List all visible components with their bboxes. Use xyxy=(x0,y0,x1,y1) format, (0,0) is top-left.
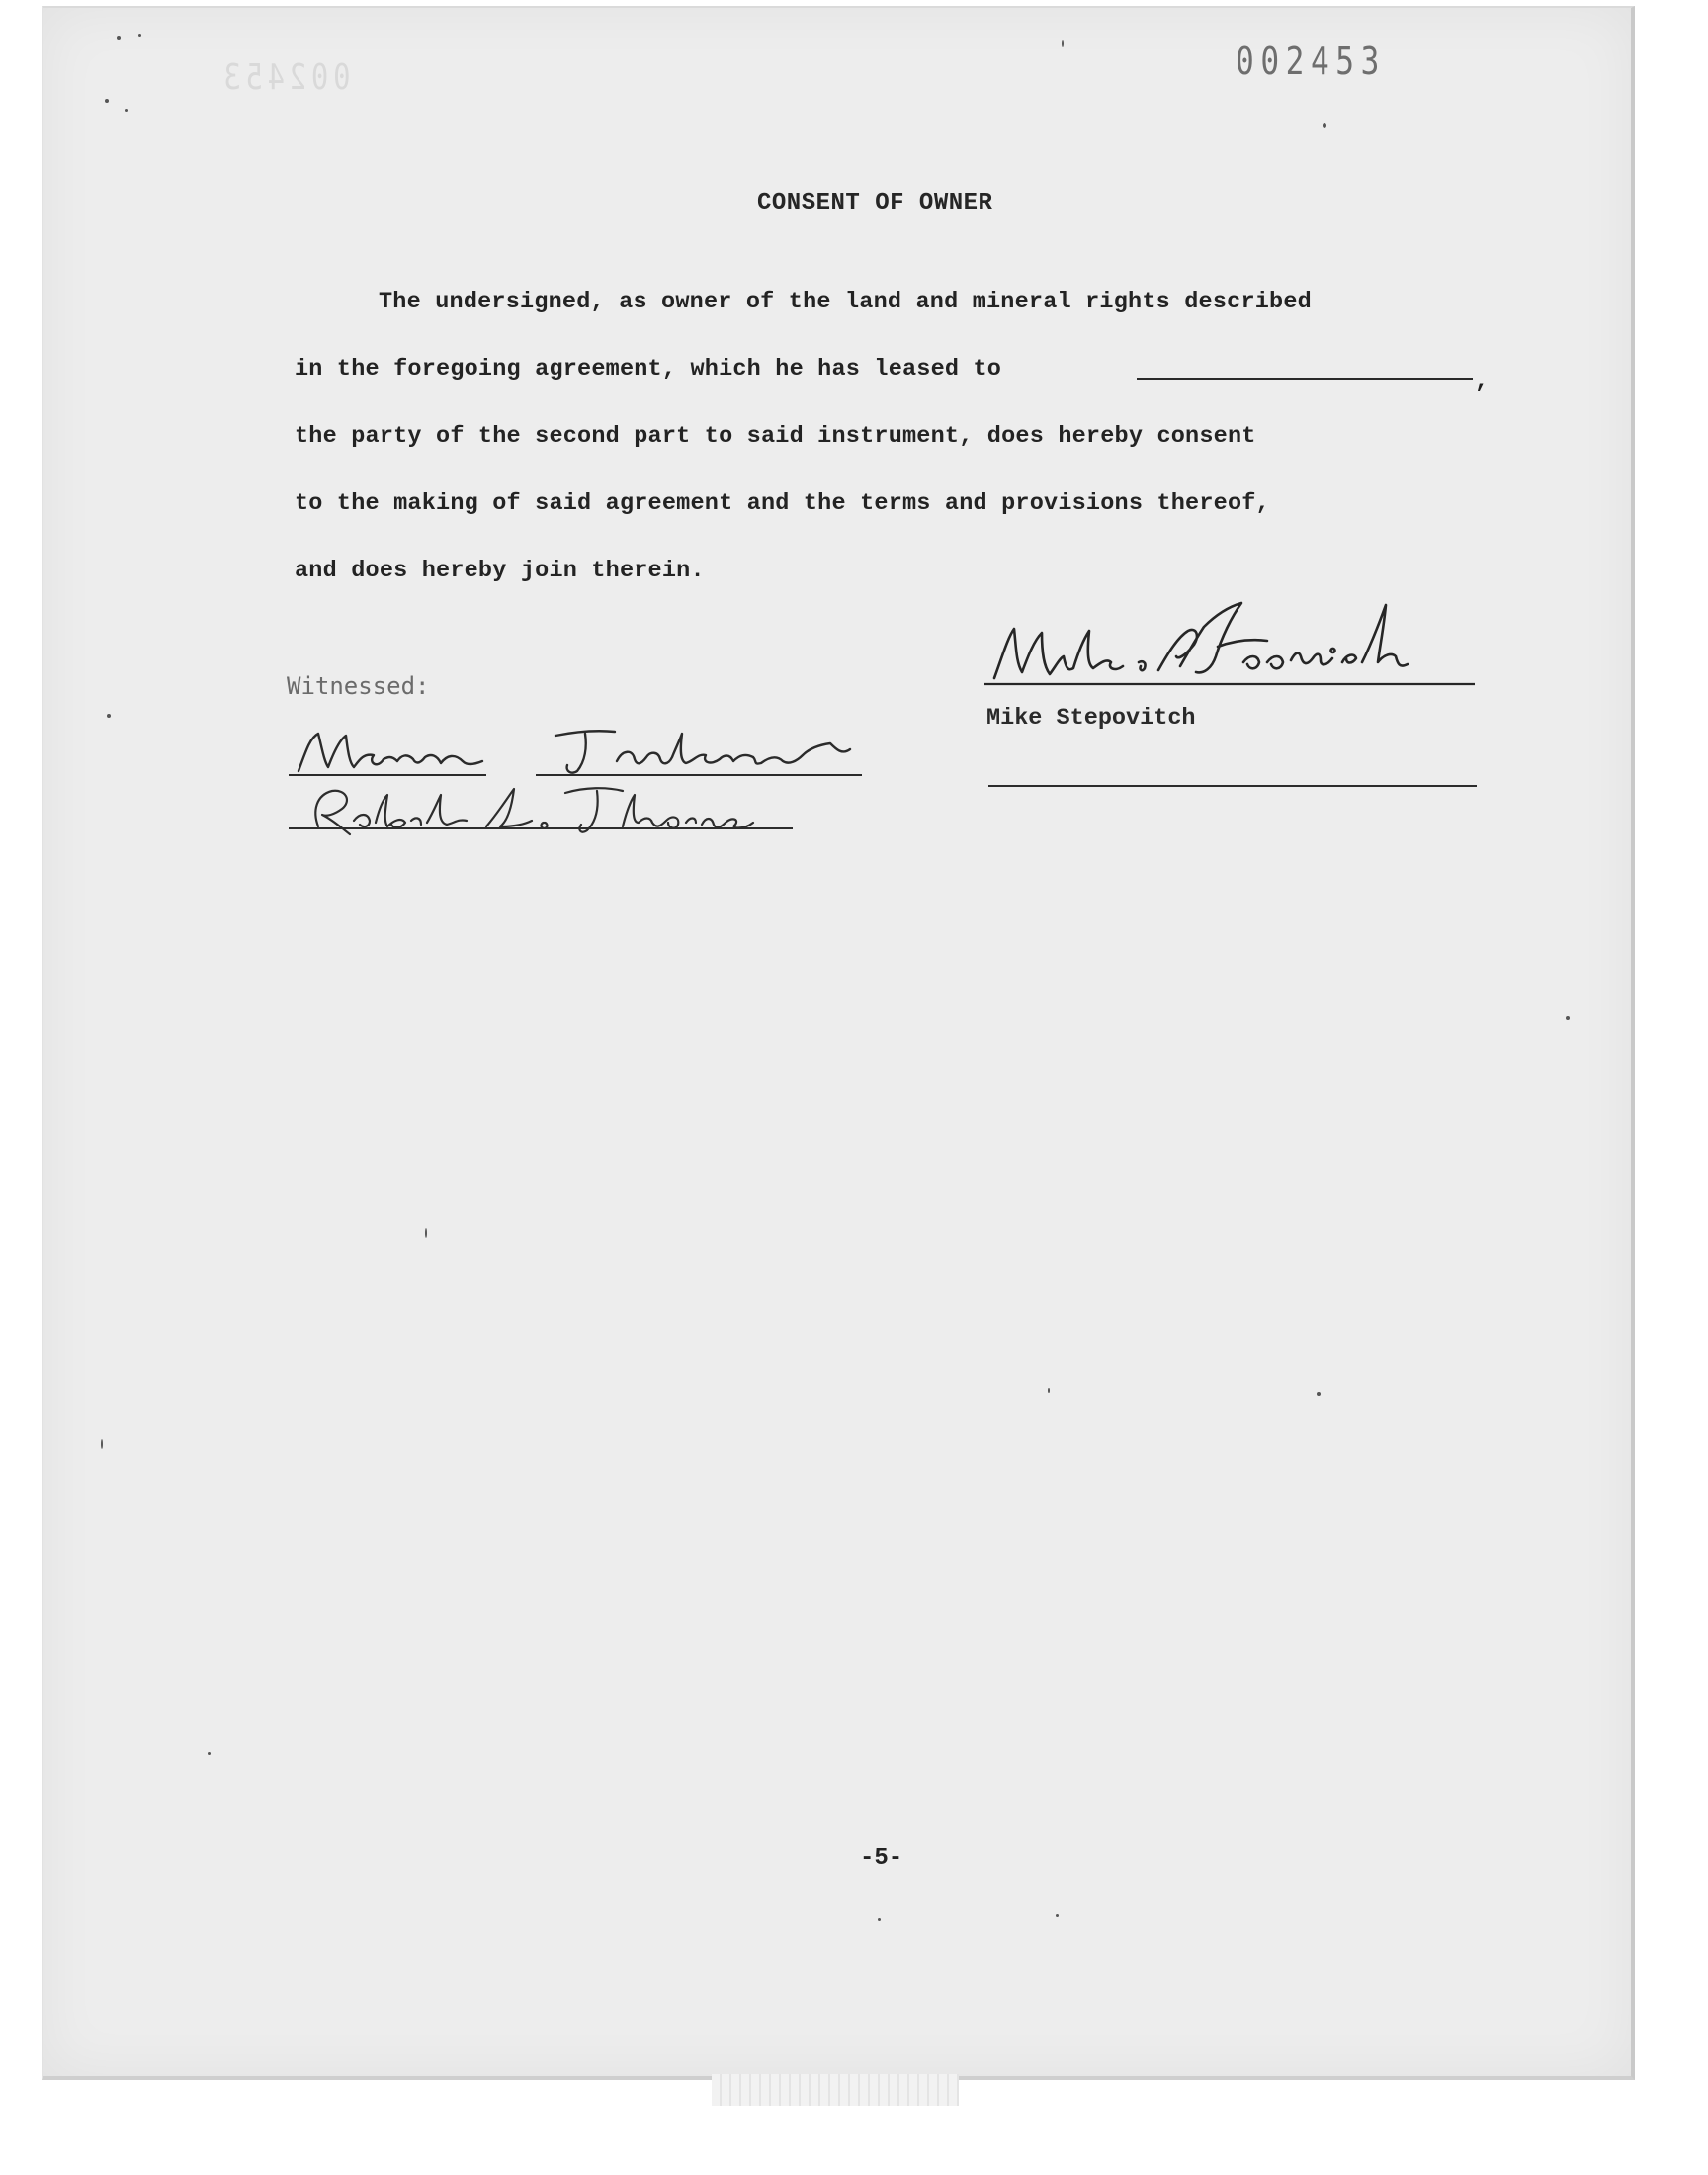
body-line-2: in the foregoing agreement, which he has leased to xyxy=(295,356,1002,383)
witnessed-label: Witnessed: xyxy=(287,672,430,700)
body-line-1: The undersigned, as owner of the land and mineral rights described xyxy=(379,289,1312,315)
scan-speck xyxy=(138,34,141,37)
scan-speck xyxy=(1323,123,1326,128)
owner-typed-name: Mike Stepovitch xyxy=(986,705,1196,732)
bleed-through-mark: 002453 xyxy=(218,57,351,98)
document-page xyxy=(42,6,1635,2080)
page-number: -5- xyxy=(860,1845,903,1871)
scan-speck xyxy=(425,1228,427,1238)
scan-speck xyxy=(107,714,111,718)
blank-comma: , xyxy=(1475,368,1490,394)
scan-speck xyxy=(1317,1392,1321,1396)
scan-speck xyxy=(1048,1388,1050,1393)
scan-speck xyxy=(117,36,121,40)
scan-speck xyxy=(125,109,128,112)
document-number: 002453 xyxy=(1236,40,1386,83)
witness-signature-2 xyxy=(289,777,822,846)
body-line-5: and does hereby join therein. xyxy=(295,558,705,584)
scan-speck xyxy=(208,1752,211,1755)
scan-speck xyxy=(1062,40,1064,47)
scan-edge-strip xyxy=(712,2074,959,2106)
scan-speck xyxy=(1056,1914,1059,1917)
body-line-4: to the making of said agreement and the terms and provisions thereof, xyxy=(295,490,1270,517)
scan-speck xyxy=(105,99,109,103)
scan-speck xyxy=(101,1439,103,1449)
document-title: CONSENT OF OWNER xyxy=(757,190,993,217)
scan-speck xyxy=(878,1918,881,1921)
scan-speck xyxy=(1566,1016,1570,1020)
body-line-3: the party of the second part to said instrument, does hereby consent xyxy=(295,423,1256,450)
second-signature-line xyxy=(988,785,1477,787)
lessee-blank-line xyxy=(1137,378,1473,380)
owner-signature xyxy=(984,597,1498,696)
